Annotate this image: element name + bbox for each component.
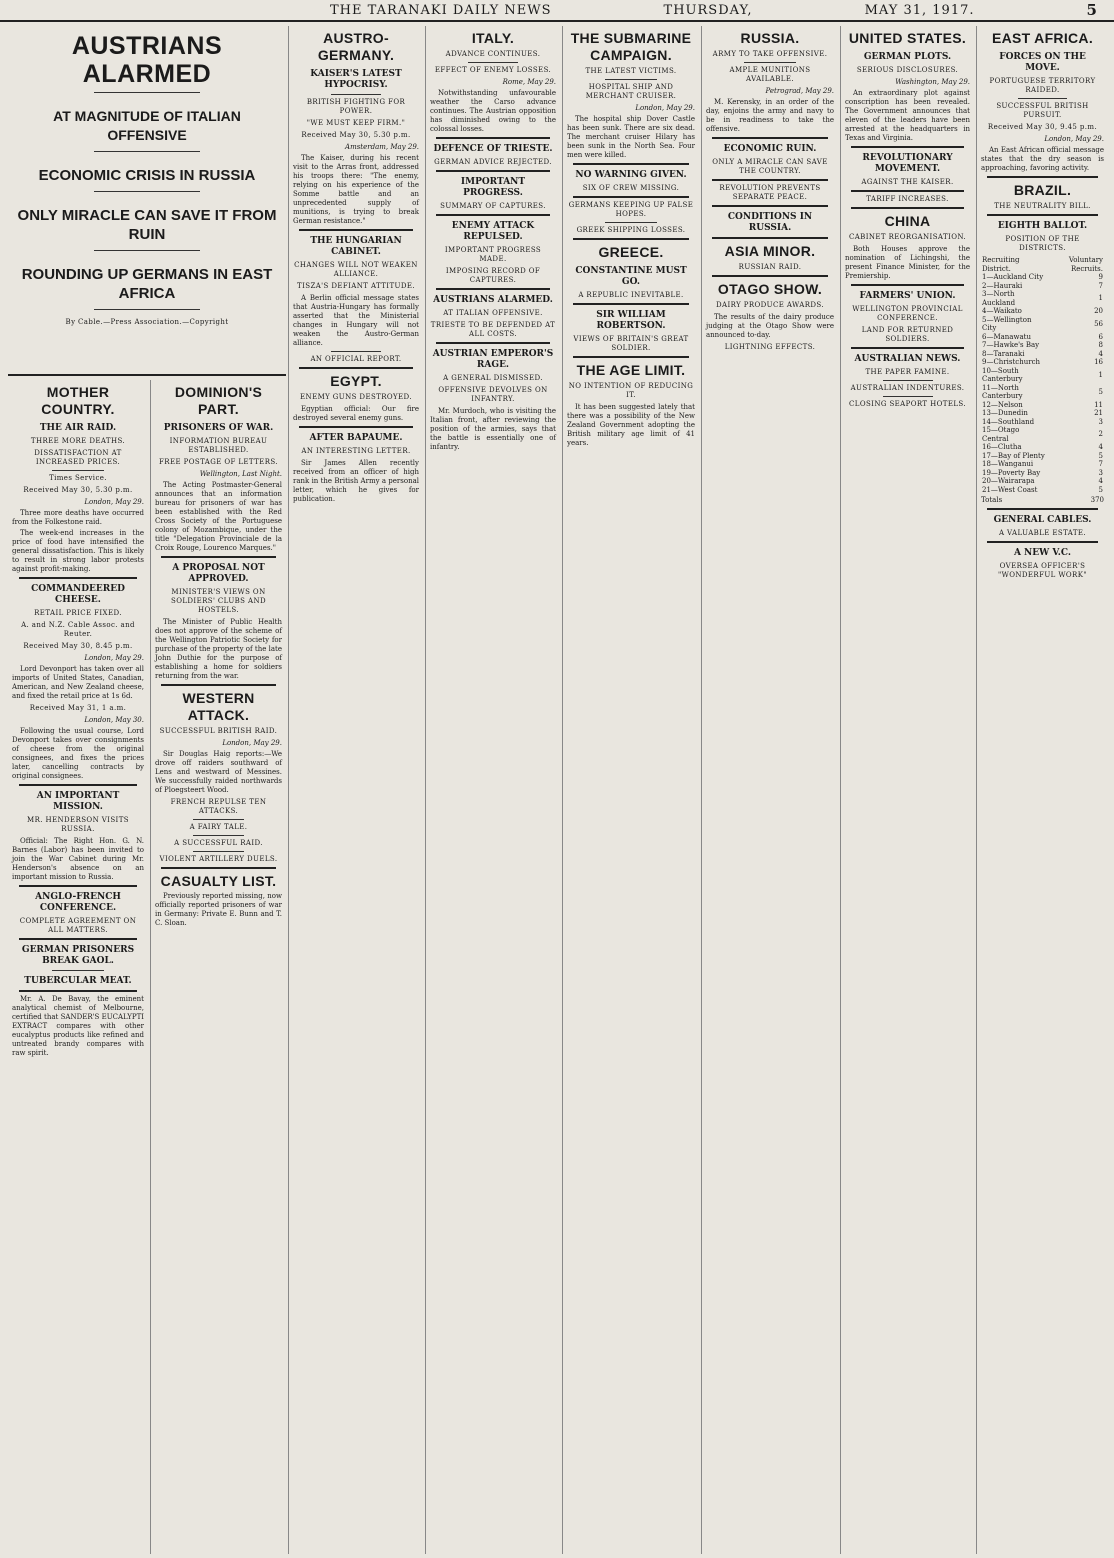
article-text: Following the usual course, Lord Devonport takes over consignments of cheese from the original consignees, and fixes the prices later, cancelling contracts by original consignees.: [12, 727, 144, 780]
table-cell: 1—Auckland City: [982, 273, 1044, 281]
dateline: London, May 30.: [84, 716, 144, 724]
table-row: [981, 273, 1104, 282]
dateline: London, May 29.: [84, 498, 144, 506]
table-cell: 7: [1098, 460, 1103, 468]
subhead: OVERSEA OFFICER'S "WONDERFUL WORK": [998, 562, 1087, 579]
subhead: EIGHTH BALLOT.: [997, 221, 1088, 231]
lead-headlines: [8, 26, 286, 376]
lead-headline: AUSTRIANS ALARMED: [71, 32, 223, 88]
east-africa-heading: EAST AFRICA.: [991, 30, 1094, 46]
subhead: CHANGES WILL NOT WEAKEN ALLIANCE.: [294, 261, 418, 278]
masthead-date: MAY 31, 1917.: [864, 2, 975, 18]
subhead: CONDITIONS IN RUSSIA.: [727, 212, 813, 233]
subhead: PRISONERS OF WAR.: [163, 423, 274, 433]
table-cell: 12—Nelson: [982, 400, 1023, 409]
subhead: IMPORTANT PROGRESS.: [460, 177, 526, 198]
austro-germany-heading: AUSTRO-GERMANY.: [317, 30, 395, 63]
dominion-heading: DOMINION'S PART.: [174, 384, 263, 417]
subhead: SUCCESSFUL BRITISH RAID.: [159, 727, 278, 735]
subhead: OFFENSIVE DEVOLVES ON INFANTRY.: [438, 386, 548, 403]
subhead: IMPOSING RECORD OF CAPTURES.: [445, 267, 541, 284]
otago-show-heading: OTAGO SHOW.: [717, 281, 823, 297]
table-row: [981, 341, 1104, 350]
table-cell: 11: [1094, 400, 1103, 409]
table-row: [981, 477, 1104, 486]
table-row: [981, 384, 1104, 401]
subhead: FARMERS' UNION.: [859, 291, 956, 301]
article-text: Mr. Murdoch, who is visiting the Italian front, after reviewing the position of the armies, says that the battle is essentially one of infantry.: [430, 407, 556, 451]
subhead: A SUCCESSFUL RAID.: [174, 839, 263, 847]
subhead: ONLY A MIRACLE CAN SAVE THE COUNTRY.: [712, 158, 828, 175]
article-text: It has been suggested lately that there was a possibility of the New Zealand Government adopting the British military age limit of 41 years.: [567, 403, 695, 447]
article-text: Mr. A. De Bavay, the eminent analytical chemist of Melbourne, certified that SANDER'S EUCALYPTI EXTRACT compares with other eucalyptus products like refined and untreated brandy compares with raw spirit.: [12, 995, 144, 1057]
dateline: Rome, May 29.: [502, 78, 556, 86]
table-row: [981, 401, 1104, 410]
table-cell: 15—Otago Central: [982, 426, 1020, 443]
article-text: An extraordinary plot against conscription has been revealed. The Government announces that eleven of the leaders have been arrested at the headquarters in Texas and Virginia.: [845, 89, 970, 142]
subhead: NO WARNING GIVEN.: [575, 170, 687, 180]
dateline: Received May 30, 5.30 p.m.: [23, 486, 133, 494]
table-cell: 2—Hauraki: [982, 281, 1023, 290]
subhead: EFFECT OF ENEMY LOSSES.: [434, 66, 552, 74]
subhead: CONSTANTINE MUST GO.: [575, 266, 687, 287]
table-row: [981, 358, 1104, 367]
united-states-heading: UNITED STATES.: [848, 30, 967, 46]
subhead: AMPLE MUNITIONS AVAILABLE.: [729, 66, 811, 83]
table-cell: 5: [1098, 387, 1103, 396]
subhead: DISSATISFACTION AT INCREASED PRICES.: [34, 449, 122, 466]
dateline: Received May 30, 8.45 p.m.: [23, 642, 133, 650]
subhead: RUSSIAN RAID.: [738, 263, 802, 271]
dateline: Wellington, Last Night.: [199, 470, 282, 478]
table-cell: 2: [1098, 430, 1103, 439]
table-cell: 13—Dunedin: [982, 409, 1028, 417]
subhead: A FAIRY TALE.: [189, 823, 248, 831]
table-cell: 20—Wairarapa: [982, 477, 1035, 485]
casualty-list-heading: CASUALTY LIST.: [160, 873, 277, 889]
table-row: [981, 307, 1104, 316]
subhead: THE HUNGARIAN CABINET.: [310, 236, 402, 257]
subhead: A GENERAL DISMISSED.: [443, 374, 543, 382]
table-row: [981, 367, 1104, 384]
subhead: AN OFFICIAL REPORT.: [310, 355, 402, 363]
russia-heading: RUSSIA.: [740, 30, 800, 46]
subhead: FREE POSTAGE OF LETTERS.: [159, 458, 278, 466]
subhead: THE NEUTRALITY BILL.: [994, 202, 1091, 210]
masthead: [0, 0, 1114, 22]
subhead: LIGHTNING EFFECTS.: [724, 343, 816, 351]
subhead: SUMMARY OF CAPTURES.: [440, 202, 546, 210]
subhead: SERIOUS DISCLOSURES.: [856, 66, 959, 74]
subhead: ADVANCE CONTINUES.: [445, 50, 541, 58]
dateline: London, May 29.: [1044, 135, 1104, 143]
subhead: HOSPITAL SHIP AND MERCHANT CRUISER.: [585, 83, 677, 100]
article-text: The week-end increases in the price of food have intensified the general dissatisfaction. This is likely to result in strong labor protests against profit-making.: [12, 529, 144, 573]
subhead: TISZA'S DEFIANT ATTITUDE.: [297, 282, 415, 290]
subhead: AUSTRALIAN INDENTURES.: [850, 384, 965, 392]
recruiting-table: [981, 256, 1104, 494]
subhead: DEFENCE OF TRIESTE.: [433, 144, 553, 154]
subhead: VIEWS OF BRITAIN'S GREAT SOLDIER.: [573, 335, 689, 352]
subhead: ENEMY ATTACK REPULSED.: [451, 221, 535, 242]
table-cell: 14—Southland: [982, 417, 1035, 426]
press-credit: By Cable.—Press Association.—Copyright: [65, 318, 229, 326]
column-austro-germany: [288, 26, 423, 1554]
dateline: Petrograd, May 29.: [765, 87, 834, 95]
column-submarine: [562, 26, 699, 1554]
subhead: TARIFF INCREASES.: [866, 195, 949, 203]
table-row: [981, 418, 1104, 427]
subhead: NO INTENTION OF REDUCING IT.: [568, 382, 694, 399]
table-cell: 20: [1094, 307, 1103, 315]
subhead: TUBERCULAR MEAT.: [24, 976, 132, 986]
column-italy: [425, 26, 560, 1554]
dateline: Received May 30, 9.45 p.m.: [987, 123, 1098, 131]
china-heading: CHINA: [884, 213, 931, 229]
table-cell: 18—Wanganui: [982, 460, 1034, 468]
subhead: PORTUGUESE TERRITORY RAIDED.: [989, 77, 1096, 94]
subhead: THE LATEST VICTIMS.: [585, 67, 677, 75]
table-cell: 6: [1098, 332, 1103, 341]
subhead: THREE MORE DEATHS.: [30, 437, 126, 445]
lead-subhead-africa: ROUNDING UP GERMANS IN EAST AFRICA: [21, 266, 273, 302]
table-row: [981, 333, 1104, 342]
article-text: Official: The Right Hon. G. N. Barnes (Labor) has been invited to join the War Cabinet during Mr. Henderson's absence on an important mission to Russia.: [12, 837, 144, 881]
subhead: THE AIR RAID.: [39, 423, 117, 433]
dateline: A. and N.Z. Cable Assoc. and Reuter.: [21, 621, 135, 638]
subhead: WELLINGTON PROVINCIAL CONFERENCE.: [852, 305, 963, 322]
dateline: London, May 29.: [635, 104, 695, 112]
table-cell: 9: [1098, 273, 1103, 281]
article-text: Previously reported missing, now officially reported prisoners of war in Germany: Private E. Bunn and T. C. Sloan.: [155, 892, 282, 927]
article-text: Three more deaths have occurred from the Folkestone raid.: [12, 509, 144, 526]
italy-heading: ITALY.: [471, 30, 515, 46]
article-text: Notwithstanding unfavourable weather the Carso advance continues. The Austrian opposition has diminished owing to the colossal losses.: [430, 89, 556, 133]
table-row: [981, 316, 1104, 333]
subhead: ENEMY GUNS DESTROYED.: [300, 393, 412, 401]
column-mother-country: [8, 380, 148, 1554]
subhead: AGAINST THE KAISER.: [861, 178, 954, 186]
table-row: [981, 452, 1104, 461]
subhead: AUSTRIANS ALARMED.: [433, 295, 553, 305]
table-cell: 21: [1094, 409, 1103, 417]
article-text: The Kaiser, during his recent visit to the Arras front, addressed his troops there: "The enemy, relying on his experience of the Somme battle and an unprecedented supply of munitions, is trying to break German resistance.": [293, 154, 419, 225]
subhead: LAND FOR RETURNED SOLDIERS.: [861, 326, 954, 343]
table-cell: 4: [1098, 477, 1103, 485]
article-text: Sir James Allen recently received from an officer of high rank in the British Army a personal letter, which he gives for publication.: [293, 459, 419, 503]
table-cell: 5—Wellington City: [982, 315, 1032, 332]
totals-label: Totals: [981, 496, 1003, 504]
table-cell: 3: [1098, 468, 1103, 477]
dateline: Times Service.: [49, 474, 107, 482]
table-cell: 17—Bay of Plenty: [982, 451, 1045, 460]
totals-row: [981, 496, 1104, 505]
subhead: MR. HENDERSON VISITS RUSSIA.: [27, 816, 129, 833]
subhead: TRIESTE TO BE DEFENDED AT ALL COSTS.: [430, 321, 556, 338]
page-number: 5: [1086, 1, 1098, 19]
article-text: The hospital ship Dover Castle has been sunk. There are six dead. The merchant cruiser Hilary has been sunk in the North Sea. Four men were killed.: [567, 115, 695, 159]
dateline: Amsterdam, May 29.: [345, 143, 419, 151]
subhead: GENERAL CABLES.: [993, 515, 1092, 525]
table-cell: 1: [1098, 294, 1103, 303]
column-russia: [701, 26, 838, 1554]
table-cell: 1: [1098, 370, 1103, 379]
table-cell: 56: [1094, 319, 1103, 328]
subhead: SIX OF CREW MISSING.: [582, 184, 680, 192]
subhead: SUCCESSFUL BRITISH PURSUIT.: [996, 102, 1089, 119]
table-cell: 8: [1098, 341, 1103, 349]
greece-heading: GREECE.: [598, 244, 664, 260]
brazil-heading: BRAZIL.: [1013, 182, 1072, 198]
article-text: The results of the dairy produce judging at the Otago Show were announced to-day.: [706, 313, 834, 339]
table-cell: 4: [1098, 349, 1103, 358]
mother-country-heading: MOTHER COUNTRY.: [41, 384, 115, 417]
table-cell: 21—West Coast: [982, 485, 1038, 494]
column-united-states: [840, 26, 974, 1554]
subhead: FORCES ON THE MOVE.: [999, 52, 1086, 73]
subhead: FRENCH REPULSE TEN ATTACKS.: [170, 798, 267, 815]
subhead: GERMANS KEEPING UP FALSE HOPES.: [568, 201, 694, 218]
subhead: COMPLETE AGREEMENT ON ALL MATTERS.: [19, 917, 137, 934]
table-cell: 3—North Auckland: [982, 290, 1016, 307]
subhead: ANGLO-FRENCH CONFERENCE.: [35, 892, 121, 913]
table-cell: 9—Christchurch: [982, 358, 1041, 366]
subhead: AT ITALIAN OFFENSIVE.: [443, 309, 543, 317]
article-text: The Acting Postmaster-General announces that an information bureau for prisoners of war has been established with the Red Cross Society of the Portuguese colony of Mozambique, under the title "Delegation Provinciale de la Croix Rouge, Lourenco Marques.": [155, 481, 282, 552]
subhead: SIR WILLIAM ROBERTSON.: [596, 310, 666, 331]
table-row: [981, 350, 1104, 359]
totals-value: 370: [1090, 496, 1104, 504]
article-text: An East African official message states that the dry season is approaching, favoring activity.: [981, 146, 1104, 172]
table-row: [981, 460, 1104, 469]
subhead: IMPORTANT PROGRESS MADE.: [444, 246, 542, 263]
egypt-heading: EGYPT.: [330, 373, 382, 389]
table-cell: 5: [1098, 451, 1103, 460]
subhead: BRITISH FIGHTING FOR POWER.: [306, 98, 406, 115]
table-row: [981, 409, 1104, 418]
table-row: [981, 443, 1104, 452]
newspaper-page: [8, 26, 1108, 1554]
subhead: REVOLUTIONARY MOVEMENT.: [862, 153, 953, 174]
table-cell: 16: [1094, 358, 1103, 366]
table-cell: 19—Poverty Bay: [982, 468, 1041, 477]
table-cell: 7—Hawke's Bay: [982, 341, 1040, 349]
article-text: The Minister of Public Health does not approve of the scheme of the Wellington Patriotic Society for purchase of the property of the late John Duthie for the purpose of establishing a home for soldiers returning from the war.: [155, 618, 282, 680]
table-row: [981, 486, 1104, 495]
asia-minor-heading: ASIA MINOR.: [724, 243, 816, 259]
article-text: Lord Devonport has taken over all imports of United States, Canadian, American, and New Zealand cheese, and fixed the retail price at 1s 6d.: [12, 665, 144, 700]
subhead: MINISTER'S VIEWS ON SOLDIERS' CLUBS AND HOSTELS.: [171, 588, 266, 614]
table-cell: 8—Taranaki: [982, 349, 1025, 358]
dateline: Received May 30, 5.30 p.m.: [301, 131, 411, 139]
article-text: M. Kerensky, in an order of the day, enjoins the army and navy to be in readiness to take the offensive.: [706, 98, 834, 133]
table-cell: 7: [1098, 281, 1103, 290]
article-text: Egyptian official: Our fire destroyed several enemy guns.: [293, 405, 419, 422]
subhead: ECONOMIC RUIN.: [723, 144, 817, 154]
table-cell: 10—South Canterbury: [982, 366, 1023, 383]
subhead: REVOLUTION PREVENTS SEPARATE PEACE.: [719, 184, 821, 201]
table-cell: 16—Clutha: [982, 443, 1022, 451]
subhead: GERMAN PRISONERS BREAK GAOL.: [21, 945, 135, 966]
subhead: AFTER BAPAUME.: [309, 433, 403, 443]
table-row: [981, 282, 1104, 291]
subhead: AN IMPORTANT MISSION.: [36, 791, 120, 812]
subhead: DAIRY PRODUCE AWARDS.: [716, 301, 824, 309]
masthead-title: THE TARANAKI DAILY NEWS: [330, 2, 552, 18]
lead-subhead-ruin: ONLY MIRACLE CAN SAVE IT FROM RUIN: [17, 207, 277, 243]
table-header-row: [981, 256, 1104, 273]
age-limit-heading: THE AGE LIMIT.: [576, 362, 686, 378]
subhead: COMMANDEERED CHEESE.: [31, 584, 125, 605]
table-cell: 5: [1098, 485, 1103, 494]
subhead: ARMY TO TAKE OFFENSIVE.: [712, 50, 828, 58]
subhead: AUSTRIAN EMPEROR'S RAGE.: [432, 349, 554, 370]
article-text: Sir Douglas Haig reports:—We drove off raiders southward of Lens and westward of Messines. We successfully raided northwards of Ploegsteert Wood.: [155, 750, 282, 794]
table-cell: 6—Manawatu: [982, 332, 1031, 341]
table-cell: 4: [1098, 443, 1103, 451]
subhead: GREEK SHIPPING LOSSES.: [576, 226, 686, 234]
subhead: A REPUBLIC INEVITABLE.: [578, 291, 684, 299]
dateline: London, May 29.: [222, 739, 282, 747]
subhead: VIOLENT ARTILLERY DUELS.: [159, 855, 278, 863]
subhead: AN INTERESTING LETTER.: [301, 447, 411, 455]
column-dominion: [150, 380, 286, 1554]
lead-subhead-russia: ECONOMIC CRISIS IN RUSSIA: [38, 167, 256, 184]
table-row: [981, 426, 1104, 443]
table-row: [981, 469, 1104, 478]
subhead: RETAIL PRICE FIXED.: [34, 609, 122, 617]
table-header-cell: Voluntary Recruits.: [1068, 256, 1103, 273]
lead-subhead-italian: AT MAGNITUDE OF ITALIAN OFFENSIVE: [53, 108, 241, 143]
article-text: A Berlin official message states that Austria-Hungary has formally asserted that the Ministerial changes in Hungary will not weaken the Austro-German alliance.: [293, 294, 419, 347]
subhead: "WE MUST KEEP FIRM.": [306, 119, 406, 127]
subhead: GERMAN PLOTS.: [863, 52, 952, 62]
western-attack-heading: WESTERN ATTACK.: [182, 690, 255, 723]
subhead: A NEW V.C.: [1013, 548, 1072, 558]
subhead: A PROPOSAL NOT APPROVED.: [172, 563, 265, 584]
subhead: AUSTRALIAN NEWS.: [854, 354, 961, 364]
subhead: POSITION OF THE DISTRICTS.: [1005, 235, 1080, 252]
table-header-cell: Recruiting District.: [982, 256, 1020, 273]
masthead-day: THURSDAY,: [663, 2, 753, 18]
column-east-africa: [976, 26, 1108, 1554]
dateline: Washington, May 29.: [895, 78, 970, 86]
dateline: London, May 29.: [84, 654, 144, 662]
table-row: [981, 290, 1104, 307]
subhead: A VALUABLE ESTATE.: [998, 529, 1087, 537]
subhead: INFORMATION BUREAU ESTABLISHED.: [169, 437, 268, 454]
dateline: Received May 31, 1 a.m.: [29, 704, 127, 712]
table-cell: 4—Waikato: [982, 307, 1022, 315]
table-cell: 11—North Canterbury: [982, 383, 1023, 400]
article-text: Both Houses approve the nomination of Lichingshi, the present Finance Minister, for the Premiership.: [845, 245, 970, 280]
subhead: CLOSING SEAPORT HOTELS.: [849, 400, 966, 408]
subhead: GERMAN ADVICE REJECTED.: [434, 158, 552, 166]
table-cell: 3: [1098, 417, 1103, 426]
submarine-heading: THE SUBMARINE CAMPAIGN.: [570, 30, 692, 63]
subhead: KAISER'S LATEST HYPOCRISY.: [310, 69, 402, 90]
subhead: THE PAPER FAMINE.: [865, 368, 950, 376]
subhead: CABINET REORGANISATION.: [848, 233, 967, 241]
